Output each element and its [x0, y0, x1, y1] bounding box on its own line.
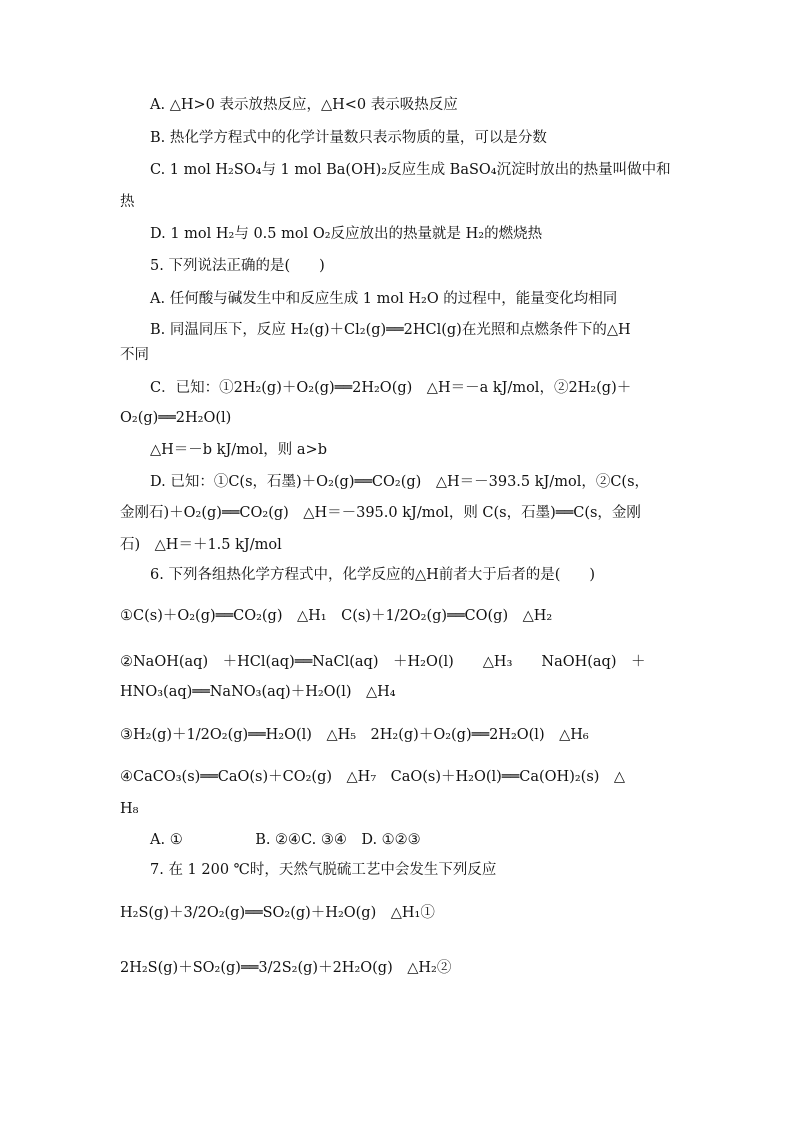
question-5-stem: 5. 下列说法正确的是( )	[150, 258, 325, 274]
question-6-stem: 6. 下列各组热化学方程式中，化学反应的△H前者大于后者的是( )	[150, 567, 596, 583]
option-4a: A. △H>0 表示放热反应，△H<0 表示吸热反应	[150, 97, 458, 113]
question-6-options: A. ① B. ②④C. ③④ D. ①②③	[150, 832, 421, 848]
option-5d-cont: 金刚石)＋O₂(g)══CO₂(g) △H＝－395.0 kJ/mol，则 C(s，石墨)══C(s，金刚	[120, 505, 641, 521]
option-5d: D. 已知：①C(s，石墨)＋O₂(g)══CO₂(g) △H＝－393.5 kJ/mol，②C(s，	[150, 474, 650, 490]
option-4d: D. 1 mol H₂与 0.5 mol O₂反应放出的热量就是 H₂的燃烧热	[150, 226, 543, 242]
option-5c: C．已知：①2H₂(g)＋O₂(g)══2H₂O(g) △H＝－a kJ/mol，②2H₂(g)＋	[150, 380, 632, 396]
reaction-2: 2H₂S(g)＋SO₂(g)══3/2S₂(g)＋2H₂O(g) △H₂②	[120, 960, 452, 976]
option-5c-cont2: △H＝－b kJ/mol，则 a>b	[150, 442, 327, 458]
equation-group-3: ③H₂(g)＋1/2O₂(g)══H₂O(l) △H₅ 2H₂(g)＋O₂(g)══2H₂O(l) △H₆	[120, 727, 589, 743]
equation-group-1: ①C(s)＋O₂(g)══CO₂(g) △H₁ C(s)＋1/2O₂(g)══CO(g) △H₂	[120, 608, 553, 624]
option-5b-cont: 不同	[120, 347, 149, 363]
equation-group-4: ④CaCO₃(s)══CaO(s)＋CO₂(g) △H₇ CaO(s)＋H₂O(l)══Ca(OH)₂(s) △	[120, 769, 626, 785]
reaction-1: H₂S(g)＋3/2O₂(g)══SO₂(g)＋H₂O(g) △H₁①	[120, 905, 435, 921]
equation-group-4-cont: H₈	[120, 801, 139, 817]
equation-group-2: ②NaOH(aq) ＋HCl(aq)══NaCl(aq) ＋H₂O(l) △H₃ NaOH(aq) ＋	[120, 654, 646, 670]
equation-group-2-cont: HNO₃(aq)══NaNO₃(aq)＋H₂O(l) △H₄	[120, 684, 396, 700]
option-4c: C. 1 mol H₂SO₄与 1 mol Ba(OH)₂反应生成 BaSO₄沉淀时放出的热量叫做中和	[150, 162, 671, 178]
question-7-stem: 7. 在 1 200 ℃时，天然气脱硫工艺中会发生下列反应	[150, 862, 497, 878]
option-5c-cont: O₂(g)══2H₂O(l)	[120, 410, 232, 426]
option-5a: A. 任何酸与碱发生中和反应生成 1 mol H₂O 的过程中，能量变化均相同	[150, 291, 618, 307]
option-5b: B. 同温同压下，反应 H₂(g)＋Cl₂(g)══2HCl(g)在光照和点燃条件下的△H	[150, 322, 631, 338]
option-5d-cont2: 石) △H＝＋1.5 kJ/mol	[120, 537, 282, 553]
option-4b: B. 热化学方程式中的化学计量数只表示物质的量，可以是分数	[150, 130, 547, 146]
option-4c-cont: 热	[120, 194, 135, 210]
